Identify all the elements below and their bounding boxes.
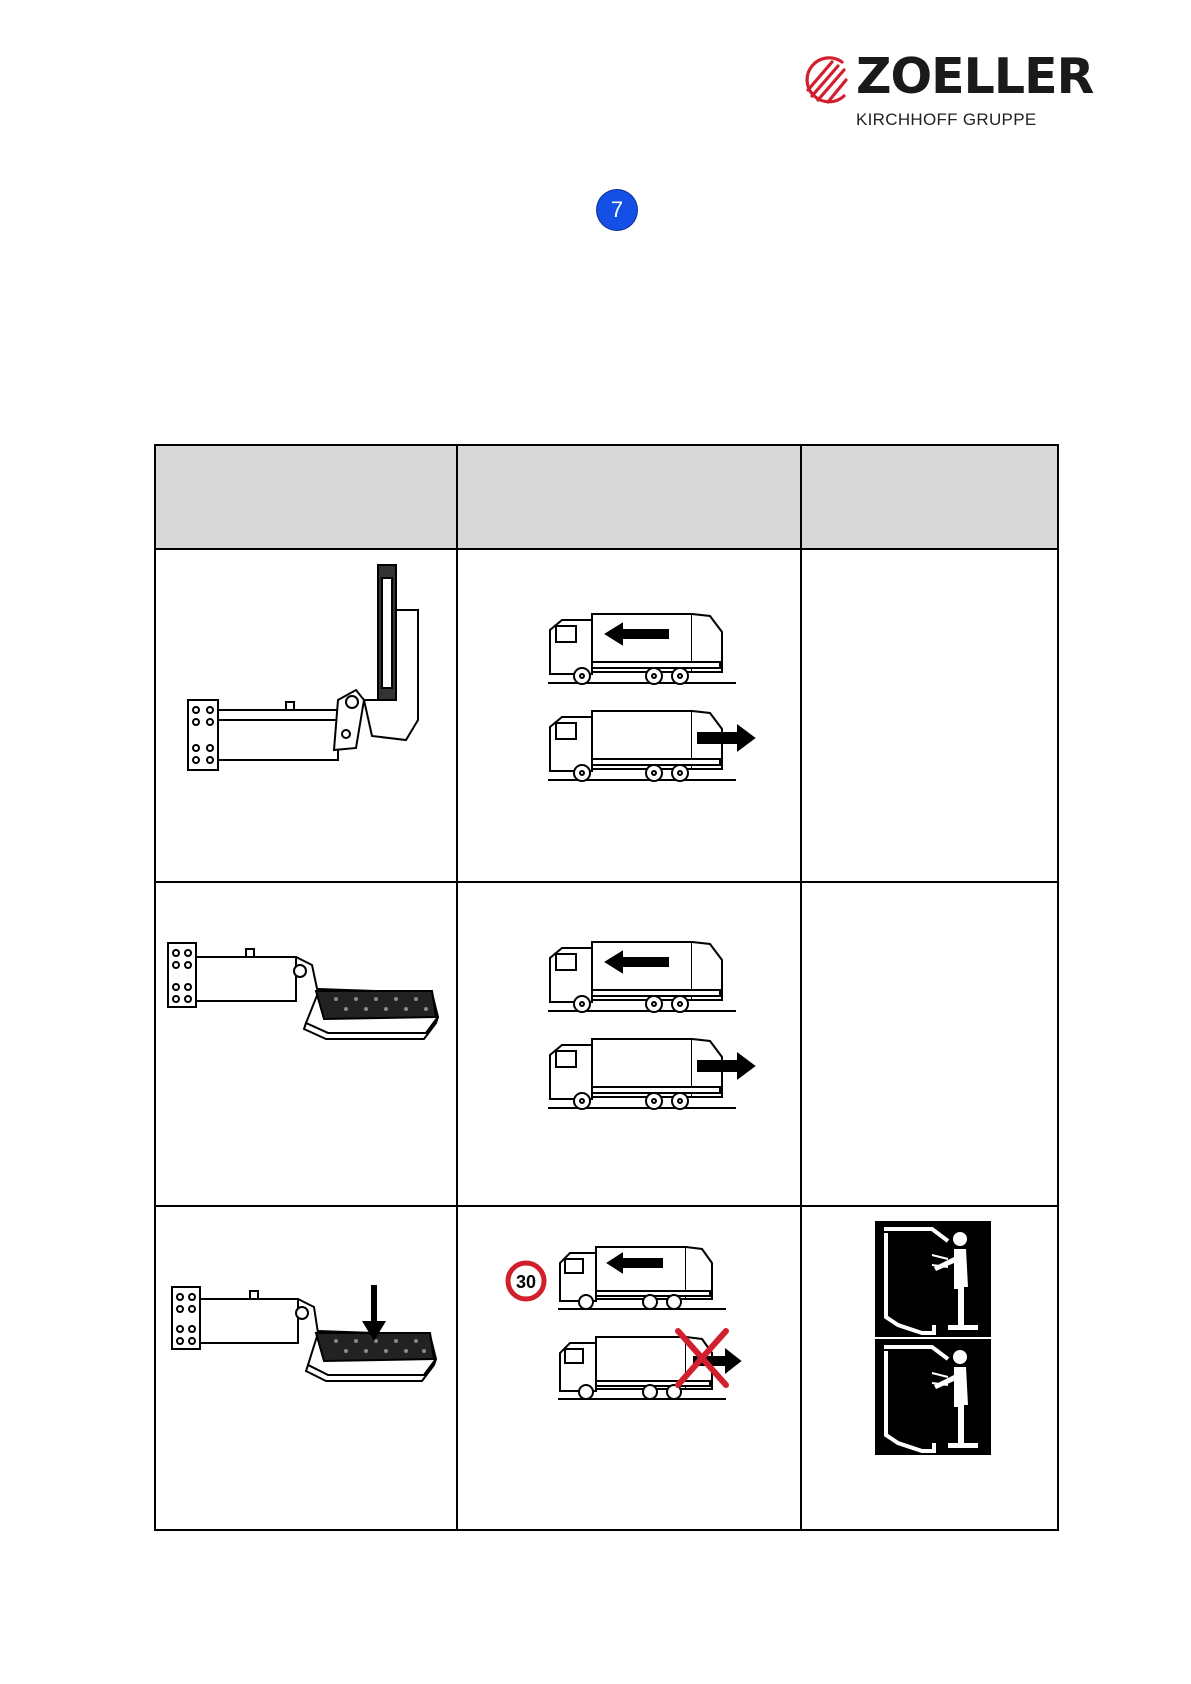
zoeller-logo-mark-icon: [798, 56, 850, 108]
driving-cell: [457, 882, 801, 1206]
operator-standing-pictogram-icon: [875, 1221, 991, 1455]
operator-cell: [801, 549, 1058, 882]
operator-cell: [801, 1206, 1058, 1530]
logo-brand-text: ZOELLER: [856, 48, 1094, 105]
truck-forward-and-reverse-icon: [458, 550, 800, 881]
operator-on-step-icon: [802, 1207, 1057, 1529]
table-header-row: [155, 445, 1058, 549]
company-logo: [798, 48, 1094, 134]
step-folded-up-icon: [156, 550, 456, 881]
truck-forward-30-no-reverse-icon: [458, 1207, 800, 1529]
step-occupied-icon: [156, 1207, 456, 1529]
step-folded-down-icon: [156, 883, 456, 1205]
table-row: [155, 1206, 1058, 1530]
logo-subtitle: KIRCHHOFF GRUPPE: [856, 110, 1037, 129]
table-row: [155, 882, 1058, 1206]
step-cell: [155, 549, 457, 882]
driving-cell: [457, 549, 801, 882]
step-usage-table: [154, 444, 1059, 1531]
header-cell-driving: [457, 445, 801, 549]
page-number-badge: 7: [597, 190, 637, 230]
speed-limit-sign-icon: [508, 1263, 544, 1299]
table-row: [155, 549, 1058, 882]
step-cell: [155, 882, 457, 1206]
header-cell-step: [155, 445, 457, 549]
header-cell-operator: [801, 445, 1058, 549]
truck-forward-and-reverse-icon: [458, 883, 800, 1205]
step-cell: [155, 1206, 457, 1530]
driving-cell: [457, 1206, 801, 1530]
speed-limit-value: 30: [515, 1272, 537, 1292]
operator-cell: [801, 882, 1058, 1206]
